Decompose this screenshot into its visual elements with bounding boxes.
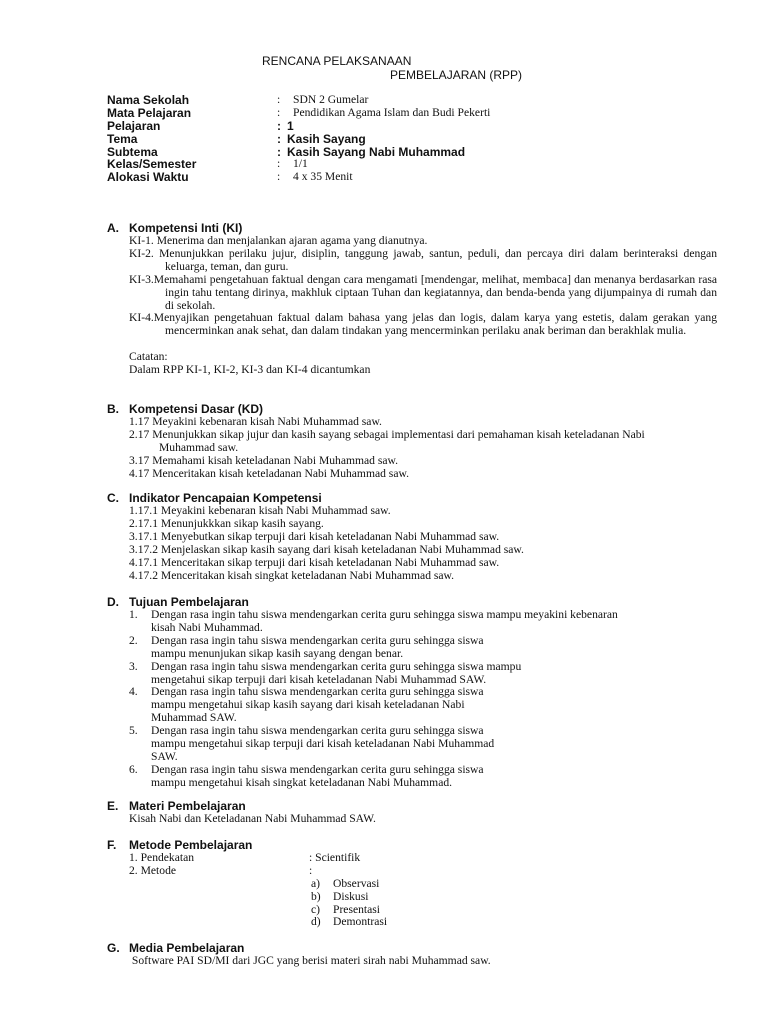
identity-label: Kelas/Semester	[107, 157, 197, 172]
objective-list	[129, 609, 717, 790]
objective-number: 4.	[129, 685, 138, 699]
section-body	[129, 505, 717, 582]
identity-colon: :	[277, 170, 281, 184]
identity-label: Subtema	[107, 144, 158, 159]
objective-line: mampu mengetahui kisah singkat keteladanan Nabi Muhammad.	[151, 775, 453, 789]
section-heading	[107, 942, 717, 955]
section-heading	[107, 222, 717, 235]
kd-item: 2.17 Menunjukkan sikap jujur dan kasih sayang sebagai implementasi dari pemahaman kisah keteladanan Nabi Muhammad saw.	[129, 427, 645, 454]
identity-value: Pendidikan Agama Islam dan Budi Pekerti	[293, 105, 491, 119]
objective-line: Dengan rasa ingin tahu siswa mendengarkan cerita guru sehingga siswa mampu	[151, 659, 522, 673]
doc-title-line2: PEMBELAJARAN (RPP)	[390, 68, 523, 82]
identity-colon: :	[277, 93, 281, 106]
identity-row-class	[107, 158, 667, 171]
section-title: Media Pembelajaran	[129, 941, 245, 955]
method-option	[129, 891, 717, 904]
method-value: :	[309, 863, 313, 877]
identity-colon: :	[277, 144, 281, 159]
indicator-item: 3.17.2 Menjelaskan sikap kasih sayang dari kisah keteladanan Nabi Muhammad saw.	[129, 542, 524, 556]
identity-row-school	[107, 94, 667, 107]
kd-item: 4.17 Menceritakan kisah keteladanan Nabi Muhammad saw.	[129, 466, 409, 480]
identity-label: Alokasi Waktu	[107, 170, 189, 185]
section-title: Kompetensi Inti (KI)	[129, 221, 243, 235]
media-text: Software PAI SD/MI dari JGC yang berisi materi sirah nabi Muhammad saw.	[129, 954, 491, 967]
indicator-item: 2.17.1 Menunjukkkan sikap kasih sayang.	[129, 516, 324, 530]
method-option-letter: c)	[311, 902, 321, 916]
objective-item	[129, 725, 717, 764]
section-body	[129, 852, 717, 929]
section-heading	[107, 839, 717, 852]
identity-row-time	[107, 171, 667, 184]
method-label: 1. Pendekatan	[129, 851, 195, 864]
section-materi	[107, 800, 717, 826]
identity-label: Mata Pelajaran	[107, 105, 192, 120]
identity-value: Kasih Sayang Nabi Muhammad	[287, 144, 466, 159]
section-letter: B.	[107, 402, 119, 416]
indicator-item: 1.17.1 Meyakini kebenaran kisah Nabi Muhammad saw.	[129, 504, 391, 517]
objective-number: 2.	[129, 633, 138, 647]
objective-line: Dengan rasa ingin tahu siswa mendengarkan cerita guru sehingga siswa	[151, 685, 484, 699]
section-heading	[107, 403, 717, 416]
objective-item	[129, 661, 717, 687]
objective-number: 6.	[129, 762, 138, 776]
method-option	[129, 904, 717, 917]
identity-row-lesson	[107, 120, 667, 133]
objective-number: 5.	[129, 724, 138, 738]
objective-item	[129, 635, 717, 661]
section-indikator	[107, 492, 717, 582]
materi-text: Kisah Nabi dan Keteladanan Nabi Muhammad SAW.	[129, 812, 376, 825]
ki-item: KI-1. Menerima dan menjalankan ajaran agama yang dianutnya.	[129, 234, 428, 247]
objective-line: Dengan rasa ingin tahu siswa mendengarkan cerita guru sehingga siswa	[151, 633, 484, 647]
objective-line: mampu mengetahui sikap terpuji dari kisah keteladanan Nabi Muhammad	[151, 737, 495, 751]
objective-number: 3.	[129, 659, 138, 673]
identity-value: 1/1	[293, 157, 308, 171]
note-text: Dalam RPP KI-1, KI-2, KI-3 dan KI-4 dicantumkan	[129, 363, 371, 377]
method-option-letter: a)	[311, 876, 321, 890]
indicator-item: 3.17.1 Menyebutkan sikap terpuji dari kisah keteladanan Nabi Muhammad saw.	[129, 529, 500, 543]
method-option	[129, 916, 717, 929]
method-option-text: Presentasi	[333, 902, 381, 916]
section-body	[129, 955, 717, 968]
identity-value: 4 x 35 Menit	[293, 170, 353, 184]
section-body	[129, 609, 717, 790]
objective-line: mampu mengetahui sikap kasih sayang dari kisah keteladanan Nabi	[151, 698, 465, 712]
objective-line: Dengan rasa ingin tahu siswa mendengarkan cerita guru sehingga siswa	[151, 762, 484, 776]
objective-line: Muhammad SAW.	[151, 711, 237, 725]
ki-item: KI-2. Menunjukkan perilaku jujur, disiplin, tanggung jawab, santun, peduli, dan percaya diri dalam berinteraksi dengan keluarga, teman, dan guru.	[129, 246, 717, 273]
method-label: 2. Metode	[129, 863, 177, 877]
method-option-letter: d)	[311, 915, 321, 929]
kd-item: 3.17 Memahami kisah keteladanan Nabi Muhammad saw.	[129, 453, 399, 467]
section-letter: C.	[107, 491, 119, 505]
method-option	[129, 878, 717, 891]
section-letter: G.	[107, 941, 120, 955]
section-title: Indikator Pencapaian Kompetensi	[129, 491, 322, 505]
objective-line: Dengan rasa ingin tahu siswa mendengarkan cerita guru sehingga siswa mampu meyakini kebenaran	[151, 608, 618, 621]
objective-line: kisah Nabi Muhammad.	[151, 620, 263, 634]
section-body	[129, 416, 717, 481]
objective-line: Dengan rasa ingin tahu siswa mendengarkan cerita guru sehingga siswa	[151, 724, 484, 738]
section-letter: A.	[107, 221, 119, 235]
identity-row-theme	[107, 133, 667, 146]
section-title: Materi Pembelajaran	[129, 799, 246, 813]
section-letter: D.	[107, 595, 119, 609]
identity-value: SDN 2 Gumelar	[293, 93, 369, 106]
objective-line: mengetahui sikap terpuji dari kisah keteladanan Nabi Muhammad SAW.	[151, 672, 487, 686]
note-label: Catatan:	[129, 350, 168, 364]
method-row-method	[129, 865, 717, 878]
identity-value: 1	[287, 118, 294, 133]
identity-label: Nama Sekolah	[107, 93, 190, 107]
objective-item	[129, 764, 717, 790]
section-title: Metode Pembelajaran	[129, 838, 253, 852]
method-option-text: Observasi	[333, 876, 380, 890]
doc-title-line1: RENCANA PELAKSANAAN	[262, 54, 412, 68]
ki-item: KI-3.Memahami pengetahuan faktual dengan cara mengamati [mendengar, melihat, membaca] dan menanya berdasarkan rasa ingin tahu tentang dirinya, makhluk ciptaan Tuhan dan kegiatannya, dan benda-benda yang dijumpainya di rumah dan di sekolah.	[129, 272, 717, 312]
method-option-text: Demontrasi	[333, 915, 388, 929]
objective-item	[129, 686, 717, 725]
method-value: : Scientifik	[309, 851, 361, 864]
section-letter: E.	[107, 799, 119, 813]
objective-item	[129, 609, 717, 635]
section-body	[129, 235, 717, 377]
kd-item: 1.17 Meyakini kebenaran kisah Nabi Muhammad saw.	[129, 415, 382, 428]
identity-colon: :	[277, 131, 281, 146]
section-tujuan	[107, 596, 717, 790]
identity-label: Pelajaran	[107, 118, 161, 133]
section-letter: F.	[107, 838, 117, 852]
identity-value: Kasih Sayang	[287, 131, 366, 146]
identity-table	[107, 94, 667, 184]
objective-line: mampu menunjukan sikap kasih sayang dengan benar.	[151, 646, 404, 660]
section-media	[107, 942, 717, 968]
section-title: Kompetensi Dasar (KD)	[129, 402, 264, 416]
identity-label: Tema	[107, 131, 138, 146]
method-option-letter: b)	[311, 889, 321, 903]
objective-line: SAW.	[151, 749, 178, 763]
section-metode	[107, 839, 717, 929]
section-kompetensi-dasar	[107, 403, 717, 481]
indicator-item: 4.17.2 Menceritakan kisah singkat keteladanan Nabi Muhammad saw.	[129, 568, 455, 582]
identity-colon: :	[277, 105, 281, 119]
identity-colon: :	[277, 157, 281, 171]
method-option-text: Diskusi	[333, 889, 369, 903]
indicator-item: 4.17.1 Menceritakan sikap terpuji dari kisah keteladanan Nabi Muhammad saw.	[129, 555, 500, 569]
ki-item: KI-4.Menyajikan pengetahuan faktual dalam bahasa yang jelas dan logis, dalam karya yang estetis, dalam gerakan yang mencerminkan anak sehat, dan dalam tindakan yang mencerminkan perilaku anak beriman dan berakhlak mulia.	[129, 311, 717, 338]
identity-row-subject	[107, 107, 667, 120]
identity-colon: :	[277, 118, 281, 133]
section-heading	[107, 800, 717, 813]
section-title: Tujuan Pembelajaran	[129, 595, 249, 609]
section-kompetensi-inti	[107, 222, 717, 377]
section-heading	[107, 492, 717, 505]
objective-number: 1.	[129, 608, 138, 621]
method-row-approach	[129, 852, 717, 865]
section-body	[129, 813, 717, 826]
